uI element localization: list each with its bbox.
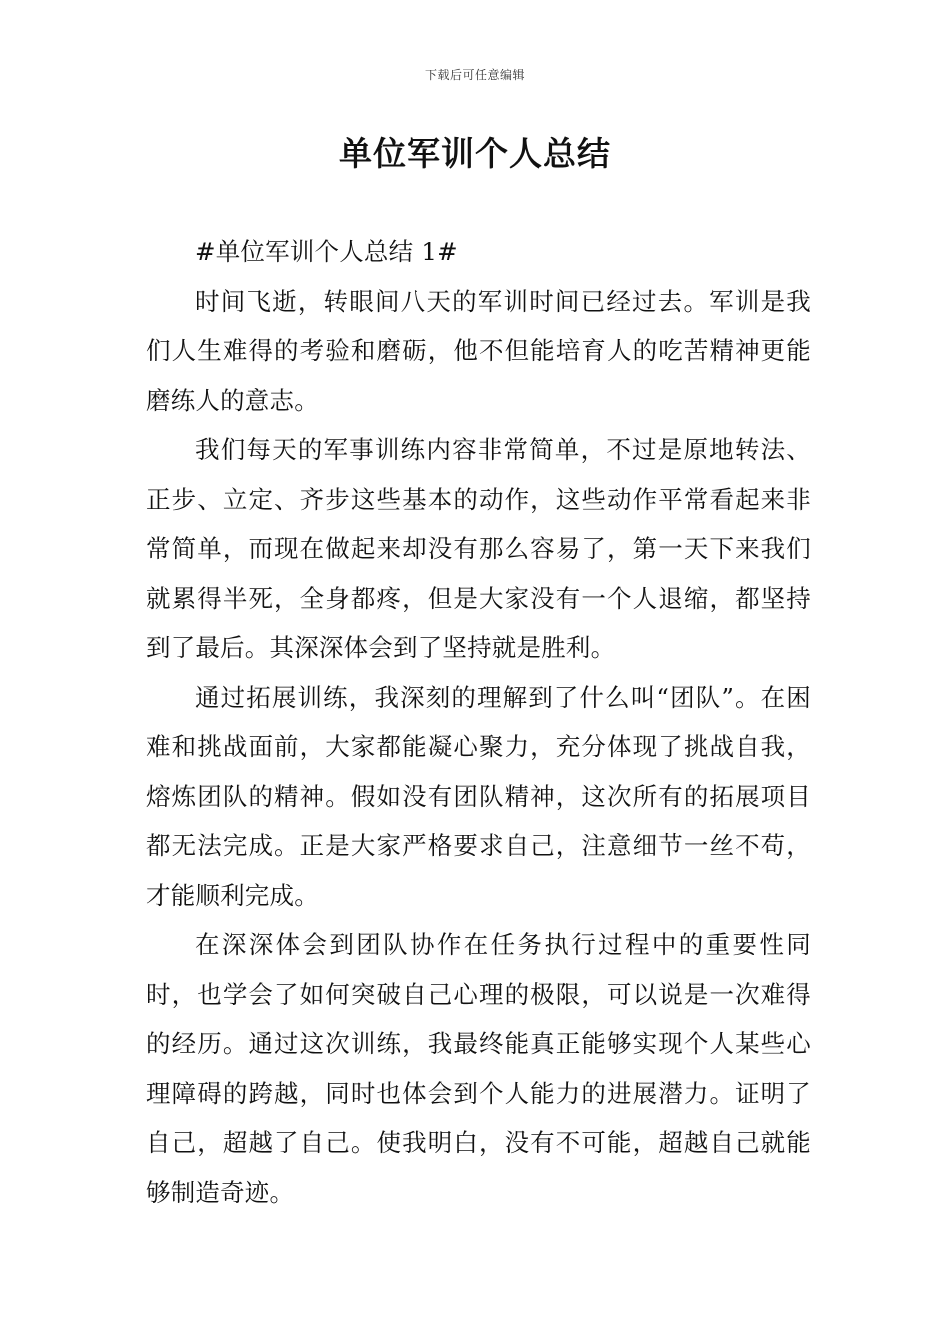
paragraph: 我们每天的军事训练内容非常简单，不过是原地转法、正步、立定、齐步这些基本的动作，这些动作平常看起来非常简单，而现在做起来却没有那么容易了，第一天下来我们就累得半死，全身都疼，但是大家没有一个人退缩，都坚持到了最后。其深深体会到了坚持就是胜利。 xyxy=(146,435,811,662)
paragraph: 时间飞逝，转眼间八天的军训时间已经过去。军训是我们人生难得的考验和磨砺，他不但能培育人的吃苦精神更能磨练人的意志。 xyxy=(146,286,811,415)
section-heading: #单位军训个人总结 1# xyxy=(195,237,458,266)
paragraph: 在深深体会到团队协作在任务执行过程中的重要性同时，也学会了如何突破自己心理的极限，可以说是一次难得的经历。通过这次训练，我最终能真正能够实现个人某些心理障碍的跨越，同时也体会到个人能力的进展潜力。证明了自己，超越了自己。使我明白，没有不可能，超越自己就能够制造奇迹。 xyxy=(146,930,811,1207)
document-body xyxy=(146,227,811,1217)
header-note: 下载后可任意编辑 xyxy=(424,68,525,82)
document-title: 单位军训个人总结 xyxy=(339,134,611,173)
paragraph: 通过拓展训练，我深刻的理解到了什么叫“团队”。在困难和挑战面前，大家都能凝心聚力，充分体现了挑战自我，熔炼团队的精神。假如没有团队精神，这次所有的拓展项目都无法完成。正是大家严格要求自己，注意细节一丝不苟，才能顺利完成。 xyxy=(146,682,811,910)
